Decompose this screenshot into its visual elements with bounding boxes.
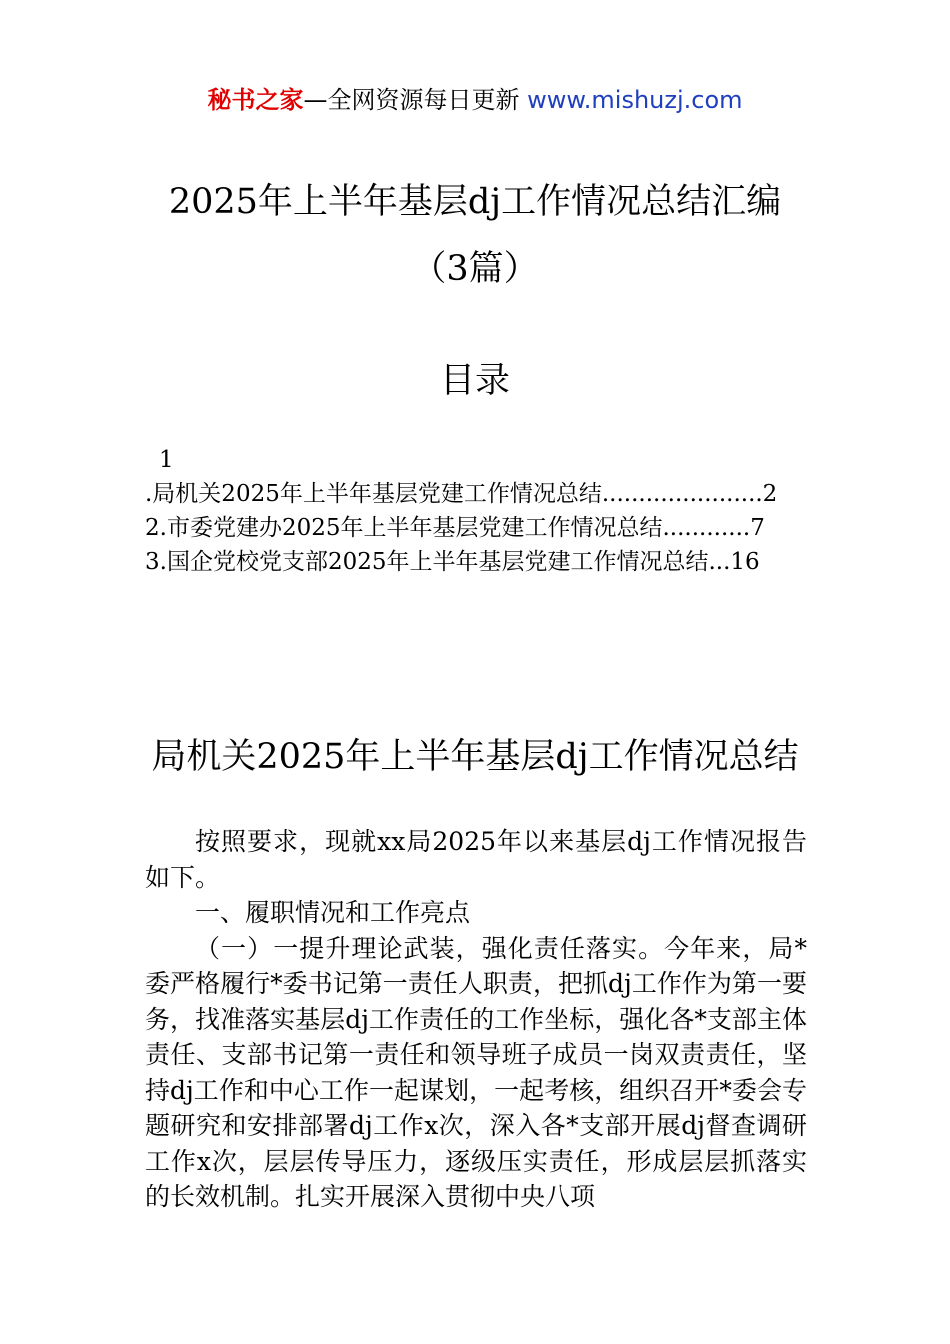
toc-entry-1[interactable]: .局机关2025年上半年基层党建工作情况总结......................2 bbox=[145, 481, 778, 507]
section-body bbox=[145, 824, 807, 1215]
banner-slogan: —全网资源每日更新 bbox=[303, 86, 528, 114]
banner-brand: 秘书之家 bbox=[207, 86, 304, 114]
toc-entry-3[interactable]: 3.国企党校党支部2025年上半年基层党建工作情况总结...16 bbox=[145, 549, 760, 575]
site-banner bbox=[0, 80, 950, 115]
banner-url[interactable]: www.mishuzj.com bbox=[527, 86, 743, 114]
body-paragraph-2: 一、履职情况和工作亮点 bbox=[195, 898, 471, 927]
toc-heading: 目录 bbox=[439, 361, 510, 401]
section-title: 局机关2025年上半年基层dj工作情况总结 bbox=[151, 737, 799, 777]
toc-lead-number: 1 bbox=[159, 447, 174, 473]
body-paragraph-3: （一）一提升理论武装，强化责任落实。今年来，局*委严格履行*委书记第一责任人职责，把抓dj工作作为第一要务，找准落实基层dj工作责任的工作坐标，强化各*支部主体责任、支部书记第一责任和领导班子成员一岗双责责任，坚持dj工作和中心工作一起谋划，一起考核，组织召开*委会专题研究和安排部署dj工作x次，深入各*支部开展dj督查调研工作x次，层层传导压力，逐级压实责任，形成层层抓落实的长效机制。扎实开展深入贯彻中央八项 bbox=[145, 933, 807, 1211]
table-of-contents bbox=[145, 443, 807, 579]
toc-entry-2[interactable]: 2.市委党建办2025年上半年基层党建工作情况总结............7 bbox=[145, 515, 765, 541]
document-title-count: （3篇） bbox=[411, 249, 539, 289]
body-paragraph-1: 按照要求，现就xx局2025年以来基层dj工作情况报告如下。 bbox=[145, 827, 807, 892]
document-title: 2025年上半年基层dj工作情况总结汇编 bbox=[168, 182, 782, 222]
